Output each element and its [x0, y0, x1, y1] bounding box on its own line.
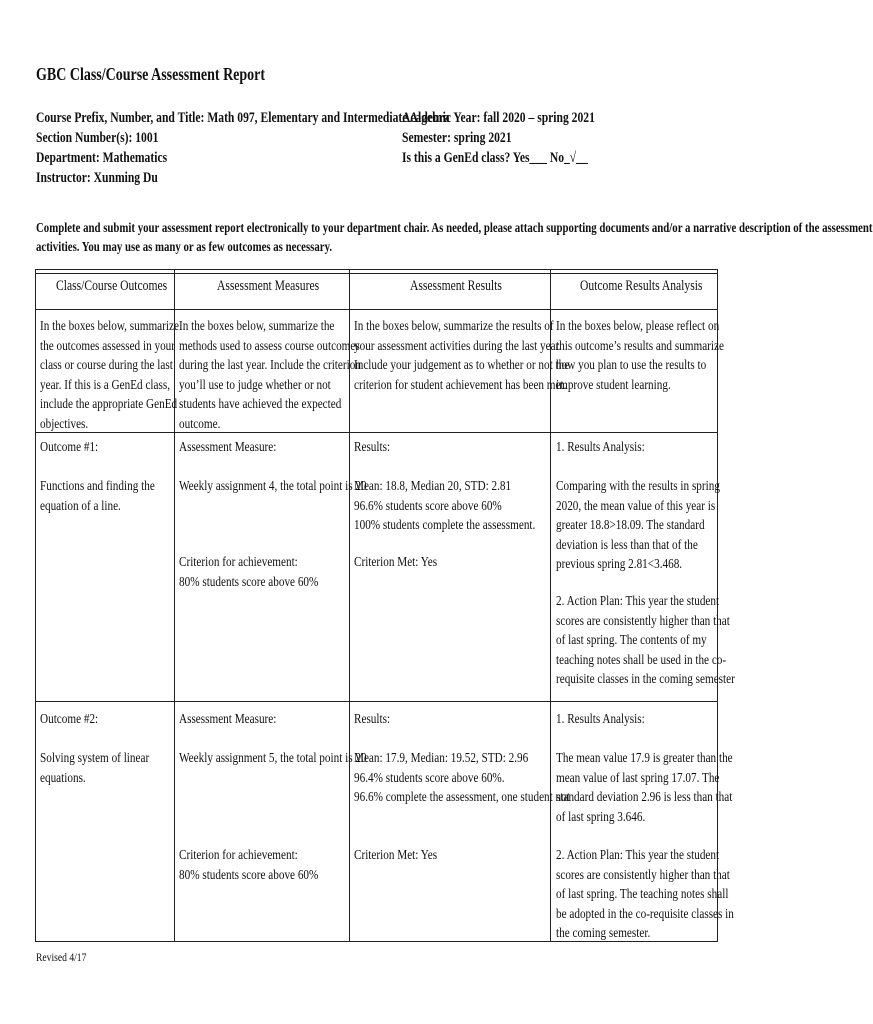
outcome-1-results-label: Results: [354, 440, 391, 455]
outcome-1-description: Functions and finding the equation of a line. [40, 479, 155, 514]
guidance-measures: In the boxes below, summarize the methods used to assess course outcomes during the last year. Include the criterion you’ll use to judge whether or not students have achieved the expected outcome. [179, 319, 361, 432]
outcome-1-action-plan: 2. Action Plan: This year the student scores are consistently higher than that of last spring. The contents of my teaching notes shall be used in the co- requisite classes in the coming semester [556, 594, 735, 687]
outcome-1-label: Outcome #1: [40, 440, 99, 455]
outcome-2-measure: Weekly assignment 5, the total point is 20 [179, 751, 367, 766]
outcome-2-label: Outcome #2: [40, 712, 99, 727]
course-info [36, 108, 450, 188]
row-divider [35, 701, 718, 702]
section-number-line: Section Number(s): 1001 [36, 130, 159, 146]
outcome-1-measure: Weekly assignment 4, the total point is 20 [179, 479, 367, 494]
guidance-outcomes: In the boxes below, summarize the outcomes assessed in your class or course during the last year. If this is a GenEd class, include the appropriate GenEd objectives. [40, 319, 179, 432]
table-border [35, 269, 36, 942]
outcome-2-criterion: Criterion for achievement: 80% students score above 60% [179, 848, 319, 883]
guidance-analysis: In the boxes below, please reflect on this outcome’s results and summarize how you plan to use the results to improve student learning. [556, 319, 724, 393]
outcome-2-analysis: The mean value 17.9 is greater than the mean value of last spring 17.07. The standard deviation 2.96 is less than that of last spring 3.646. [556, 751, 733, 825]
outcome-2-action-plan: 2. Action Plan: This year the student scores are consistently higher than that of last spring. The teaching notes shall be adopted in the co-requisite classes in the coming semester. [556, 848, 734, 941]
outcome-2-description: Solving system of linear equations. [40, 751, 150, 786]
header-results: Assessment Results [410, 278, 502, 294]
guidance-results: In the boxes below, summarize the results of your assessment activities during the last year. Include your judgement as to whether or not the criterion for student achievement has been met. [354, 319, 570, 393]
course-title-line: Course Prefix, Number, and Title: Math 097, Elementary and Intermediate Algebra [36, 110, 450, 126]
outcome-2-results: Mean: 17.9, Median: 19.52, STD: 2.96 96.4% students score above 60%. 96.6% complete the assessment, one student not [354, 751, 570, 805]
academic-year-line: Academic Year: fall 2020 – spring 2021 [402, 110, 595, 126]
outcome-2-analysis-label: 1. Results Analysis: [556, 712, 645, 727]
instructor-line: Instructor: Xunming Du [36, 170, 158, 186]
outcome-1-analysis-label: 1. Results Analysis: [556, 440, 645, 455]
outcome-1-analysis: Comparing with the results in spring 2020, the mean value of this year is greater 18.8>18.09. The standard deviation is less than that of the previous spring 2.81<3.468. [556, 479, 720, 572]
outcome-1-criterion: Criterion for achievement: 80% students score above 60% [179, 555, 319, 590]
instructions-line: Complete and submit your assessment report electronically to your department chair. As needed, please attach supporting documents and/or a narrative description of the assessment [36, 220, 873, 235]
row-divider [35, 309, 718, 310]
table-border [35, 273, 718, 274]
semester-line: Semester: spring 2021 [402, 130, 512, 146]
instructions-line: activities. You may use as many or as few outcomes as necessary. [36, 239, 333, 254]
revision-note: Revised 4/17 [36, 950, 87, 964]
gened-question-line: Is this a GenEd class? Yes___ No_√__ [402, 150, 588, 166]
header-measures: Assessment Measures [217, 278, 320, 294]
outcome-1-criterion-met: Criterion Met: Yes [354, 555, 438, 570]
header-analysis: Outcome Results Analysis [580, 278, 703, 294]
outcome-2-measure-label: Assessment Measure: [179, 712, 277, 727]
outcome-1-measure-label: Assessment Measure: [179, 440, 277, 455]
report-title: GBC Class/Course Assessment Report [36, 64, 266, 84]
department-line: Department: Mathematics [36, 150, 168, 166]
table-border [35, 269, 718, 270]
outcome-2-results-label: Results: [354, 712, 391, 727]
header-outcomes: Class/Course Outcomes [56, 278, 168, 294]
term-info [402, 108, 595, 168]
outcome-1-results: Mean: 18.8, Median 20, STD: 2.81 96.6% students score above 60% 100% students complete the assessment. [354, 479, 536, 533]
outcome-2-criterion-met: Criterion Met: Yes [354, 848, 438, 863]
instructions [36, 218, 872, 256]
